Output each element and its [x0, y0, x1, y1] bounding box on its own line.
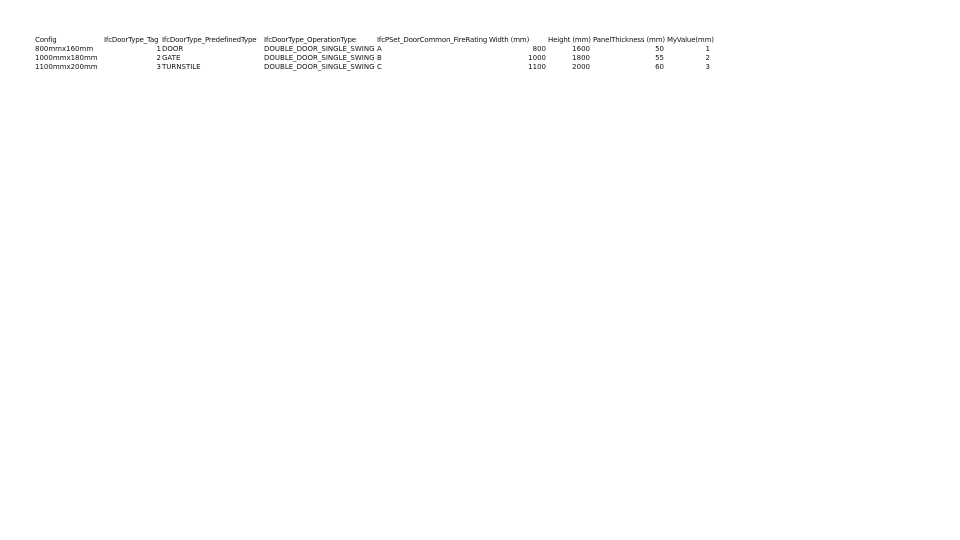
cell-fire-rating[interactable]: B: [377, 54, 382, 62]
cell-predefined-type[interactable]: TURNSTILE: [162, 63, 201, 71]
cell-config[interactable]: 800mmx160mm: [35, 45, 94, 53]
header-my-value[interactable]: MyValue(mm): [667, 36, 714, 44]
cell-operation-type[interactable]: DOUBLE_DOOR_SINGLE_SWING: [264, 54, 375, 62]
cell-fire-rating[interactable]: A: [377, 45, 382, 53]
cell-panel-thickness[interactable]: 50: [655, 45, 664, 53]
header-operation-type[interactable]: IfcDoorType_OperationType: [264, 36, 356, 44]
header-config[interactable]: Config: [35, 36, 57, 44]
header-predefined-type[interactable]: IfcDoorType_PredefinedType: [162, 36, 257, 44]
cell-config[interactable]: 1100mmx200mm: [35, 63, 98, 71]
cell-height[interactable]: 1800: [572, 54, 590, 62]
cell-width[interactable]: 1000: [528, 54, 546, 62]
cell-my-value[interactable]: 1: [705, 45, 710, 53]
header-height[interactable]: Height (mm): [548, 36, 591, 44]
table-row: [0, 45, 960, 54]
table-row: [0, 63, 960, 72]
cell-width[interactable]: 1100: [528, 63, 546, 71]
cell-my-value[interactable]: 3: [705, 63, 710, 71]
cell-height[interactable]: 1600: [572, 45, 590, 53]
cell-fire-rating[interactable]: C: [377, 63, 382, 71]
cell-height[interactable]: 2000: [572, 63, 590, 71]
cell-width[interactable]: 800: [532, 45, 546, 53]
cell-panel-thickness[interactable]: 55: [655, 54, 664, 62]
cell-tag[interactable]: 1: [156, 45, 161, 53]
table-row: [0, 54, 960, 63]
header-panel-thickness[interactable]: PanelThickness (mm): [593, 36, 665, 44]
header-tag[interactable]: IfcDoorType_Tag: [104, 36, 159, 44]
cell-my-value[interactable]: 2: [705, 54, 710, 62]
header-row: [0, 36, 960, 45]
cell-operation-type[interactable]: DOUBLE_DOOR_SINGLE_SWING: [264, 63, 375, 71]
cell-panel-thickness[interactable]: 60: [655, 63, 664, 71]
header-width[interactable]: Width (mm): [489, 36, 530, 44]
header-fire-rating[interactable]: IfcPSet_DoorCommon_FireRating: [377, 36, 488, 44]
cell-tag[interactable]: 3: [156, 63, 161, 71]
cell-predefined-type[interactable]: DOOR: [162, 45, 184, 53]
cell-config[interactable]: 1000mmx180mm: [35, 54, 98, 62]
cell-tag[interactable]: 2: [156, 54, 161, 62]
cell-predefined-type[interactable]: GATE: [162, 54, 181, 62]
cell-operation-type[interactable]: DOUBLE_DOOR_SINGLE_SWING: [264, 45, 375, 53]
